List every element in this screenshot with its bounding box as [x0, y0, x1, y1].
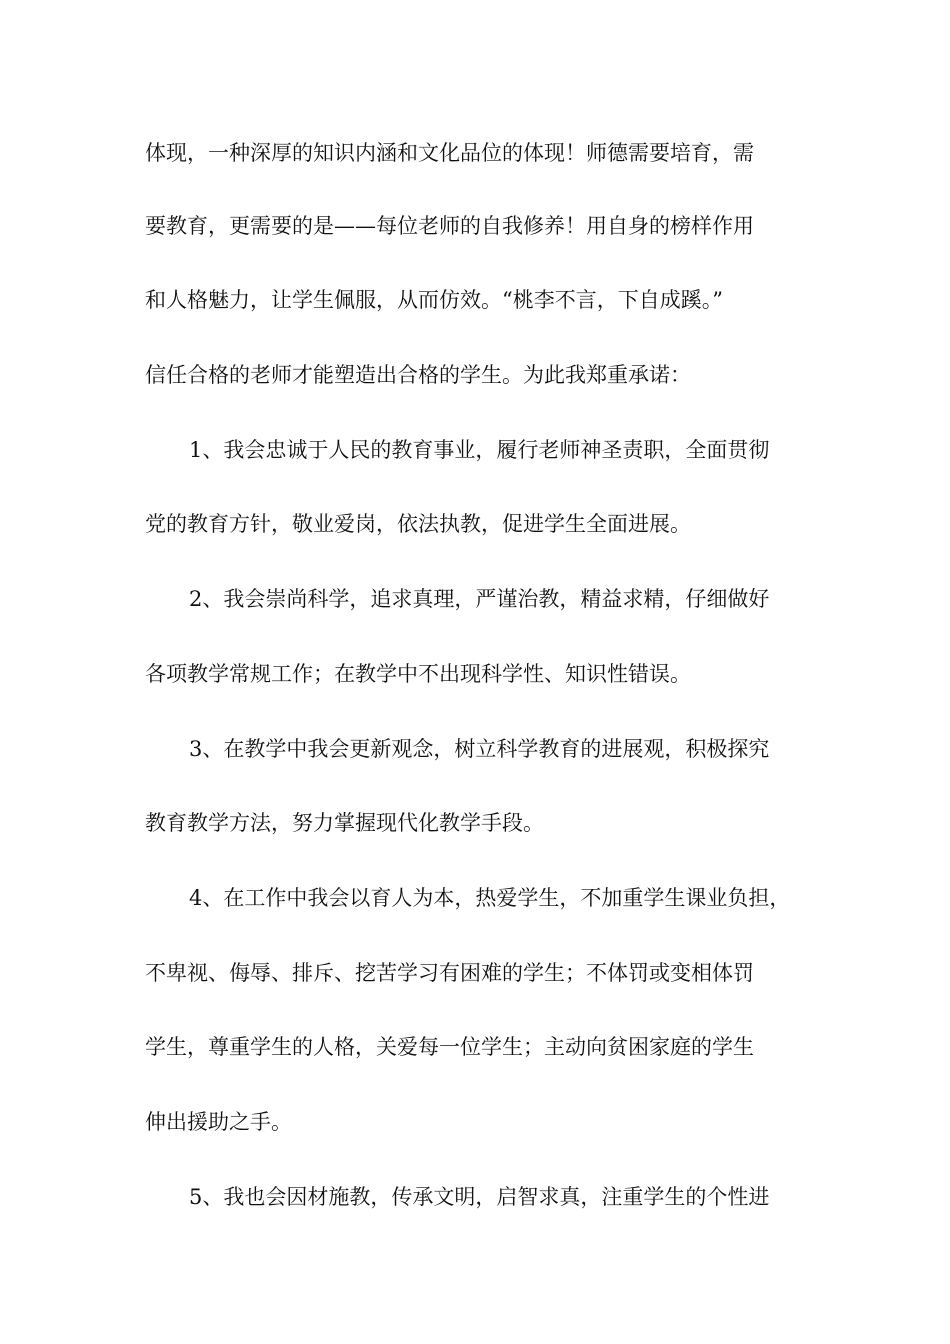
list-item-1-line: 1、我会忠诚于人民的教育事业，履行老师神圣责职，全面贯彻 [189, 438, 770, 462]
list-item-4-line: 伸出援助之手。 [145, 1110, 292, 1134]
list-item-4-line: 不卑视、侮辱、排斥、挖苦学习有困难的学生；不体罚或变相体罚 [145, 961, 754, 985]
list-item-1-line: 党的教育方针，敬业爱岗，依法执教，促进学生全面进展。 [145, 512, 691, 536]
list-item-5-line: 5、我也会因材施教，传承文明，启智求真，注重学生的个性进 [189, 1185, 770, 1209]
paragraph-line: 信任合格的老师才能塑造出合格的学生。为此我郑重承诺： [145, 363, 691, 387]
list-item-4-line: 学生，尊重学生的人格，关爱每一位学生；主动向贫困家庭的学生 [145, 1035, 754, 1059]
paragraph-line: 体现，一种深厚的知识内涵和文化品位的体现！师德需要培育，需 [145, 141, 754, 165]
list-item-3-line: 教育教学方法，努力掌握现代化教学手段。 [145, 811, 544, 835]
list-item-2-line: 2、我会崇尚科学，追求真理，严谨治教，精益求精，仔细做好 [189, 587, 770, 611]
list-item-2-line: 各项教学常规工作；在教学中不出现科学性、知识性错误。 [145, 662, 691, 686]
paragraph-line: 要教育，更需要的是——每位老师的自我修养！用自身的榜样作用 [145, 214, 754, 238]
paragraph-line: 和人格魅力，让学生佩服，从而仿效。“桃李不言，下自成蹊。” [145, 288, 723, 312]
list-item-4-line: 4、在工作中我会以育人为本，热爱学生，不加重学生课业负担， [189, 886, 791, 910]
list-item-3-line: 3、在教学中我会更新观念，树立科学教育的进展观，积极探究 [189, 737, 770, 761]
